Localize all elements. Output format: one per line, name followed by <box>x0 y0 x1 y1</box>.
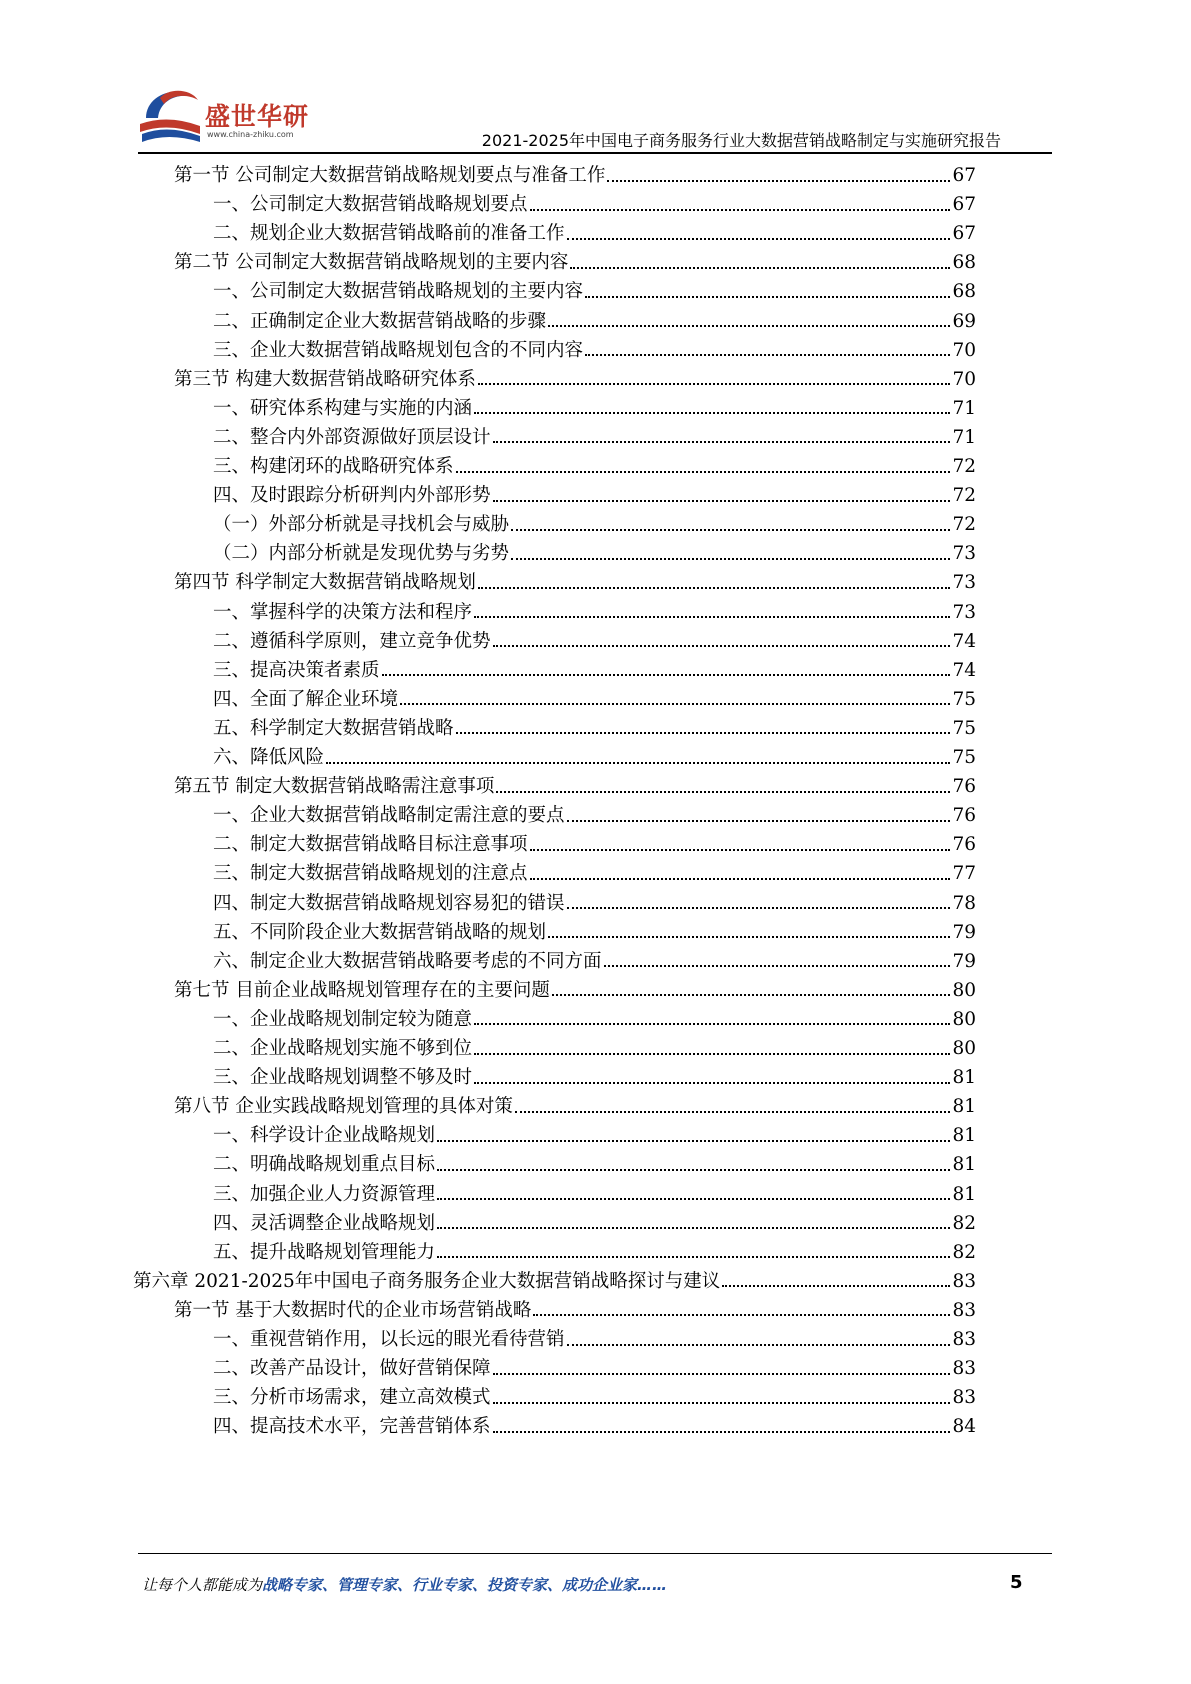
toc-dot-leader <box>437 1198 950 1200</box>
toc-entry-title: 三、企业战略规划调整不够及时 <box>213 1067 473 1089</box>
toc-entry[interactable] <box>213 684 976 715</box>
toc-entry-title: 四、灵活调整企业战略规划 <box>213 1212 436 1234</box>
toc-entry[interactable] <box>213 1382 976 1413</box>
toc-dot-leader <box>478 587 951 589</box>
toc-entry[interactable] <box>213 1411 976 1442</box>
toc-entry-title: 第五节 制定大数据营销战略需注意事项 <box>174 776 495 798</box>
toc-entry-title: 第八节 企业实践战略规划管理的具体对策 <box>174 1096 513 1118</box>
toc-dot-leader <box>474 616 950 618</box>
toc-entry-page: 80 <box>952 979 976 1001</box>
toc-entry-page: 81 <box>952 1154 976 1176</box>
toc-entry-page: 76 <box>952 805 976 827</box>
footer-slogan <box>142 1574 667 1595</box>
toc-dot-leader <box>585 354 950 356</box>
toc-entry[interactable] <box>174 364 976 395</box>
toc-entry-title: （一）外部分析就是寻找机会与威胁 <box>213 514 510 536</box>
toc-dot-leader <box>493 1373 951 1375</box>
toc-entry-page: 68 <box>952 252 976 274</box>
toc-entry-page: 79 <box>952 950 976 972</box>
toc-entry[interactable] <box>174 1091 976 1122</box>
toc-entry-title: 三、分析市场需求，建立高效模式 <box>213 1387 491 1409</box>
toc-entry-page: 71 <box>952 426 976 448</box>
toc-entry-page: 71 <box>952 397 976 419</box>
toc-dot-leader <box>456 471 951 473</box>
toc-dot-leader <box>496 791 950 793</box>
toc-entry[interactable] <box>213 451 976 482</box>
toc-dot-leader <box>493 500 951 502</box>
toc-dot-leader <box>456 732 951 734</box>
toc-entry-page: 81 <box>952 1125 976 1147</box>
toc-entry[interactable] <box>133 1266 976 1297</box>
toc-dot-leader <box>382 674 951 676</box>
toc-entry[interactable] <box>213 1179 976 1210</box>
toc-dot-leader <box>478 383 951 385</box>
toc-entry[interactable] <box>213 189 976 220</box>
toc-entry-page: 75 <box>952 717 976 739</box>
toc-dot-leader <box>548 325 950 327</box>
toc-dot-leader <box>493 645 951 647</box>
toc-entry[interactable] <box>213 509 976 540</box>
toc-entry-page: 81 <box>952 1096 976 1118</box>
toc-entry-page: 70 <box>952 368 976 390</box>
toc-entry-page: 82 <box>952 1241 976 1263</box>
toc-entry[interactable] <box>213 888 976 919</box>
toc-entry-page: 81 <box>952 1183 976 1205</box>
toc-dot-leader <box>548 936 950 938</box>
toc-entry-page: 80 <box>952 1008 976 1030</box>
toc-entry-title: 五、科学制定大数据营销战略 <box>213 717 454 739</box>
toc-dot-leader <box>533 1314 950 1316</box>
toc-entry-title: 第四节 科学制定大数据营销战略规划 <box>174 572 476 594</box>
toc-entry[interactable] <box>213 713 976 744</box>
toc-entry[interactable] <box>174 771 976 802</box>
toc-entry[interactable] <box>213 800 976 831</box>
toc-dot-leader <box>567 1344 951 1346</box>
toc-entry-page: 73 <box>952 601 976 623</box>
page-number: 5 <box>1010 1572 1023 1593</box>
toc-entry-title: 第二节 公司制定大数据营销战略规划的主要内容 <box>174 252 569 274</box>
toc-entry[interactable] <box>213 335 976 366</box>
toc-entry-title: 三、提高决策者素质 <box>213 659 380 681</box>
toc-entry[interactable] <box>213 655 976 686</box>
toc-dot-leader <box>530 878 951 880</box>
toc-dot-leader <box>607 180 950 182</box>
toc-entry-page: 73 <box>952 543 976 565</box>
toc-entry[interactable] <box>174 1295 976 1326</box>
toc-entry[interactable] <box>213 1062 976 1093</box>
toc-dot-leader <box>474 412 950 414</box>
toc-entry[interactable] <box>213 1208 976 1239</box>
toc-entry-title: 一、公司制定大数据营销战略规划的主要内容 <box>213 281 584 303</box>
toc-entry[interactable] <box>213 1353 976 1384</box>
toc-dot-leader <box>530 849 951 851</box>
toc-dot-leader <box>567 820 951 822</box>
toc-entry-page: 72 <box>952 514 976 536</box>
toc-dot-leader <box>552 994 951 996</box>
toc-entry-page: 84 <box>952 1416 976 1438</box>
slogan-prefix: 让每个人都能成为 <box>142 1576 263 1594</box>
toc-dot-leader <box>570 267 950 269</box>
toc-dot-leader <box>567 238 951 240</box>
toc-dot-leader <box>722 1285 950 1287</box>
report-title: 2021-2025年中国电子商务服务行业大数据营销战略制定与实施研究报告 <box>481 131 1001 150</box>
toc-entry-page: 78 <box>952 892 976 914</box>
toc-entry[interactable] <box>213 1120 976 1151</box>
toc-dot-leader <box>437 1140 950 1142</box>
toc-entry-page: 77 <box>952 863 976 885</box>
footer-divider <box>138 1553 1052 1554</box>
toc-entry-title: 一、企业大数据营销战略制定需注意的要点 <box>213 805 565 827</box>
toc-dot-leader <box>474 1023 950 1025</box>
toc-entry-page: 83 <box>952 1329 976 1350</box>
toc-entry[interactable] <box>213 393 976 424</box>
toc-entry-title: 二、整合内外部资源做好顶层设计 <box>213 426 491 448</box>
toc-entry-title: 第六章 2021-2025年中国电子商务服务企业大数据营销战略探讨与建议 <box>133 1270 721 1292</box>
slogan-highlight: 战略专家、管理专家、行业专家、投资专家、成功企业家…… <box>262 1576 668 1594</box>
toc-entry[interactable] <box>213 829 976 860</box>
toc-entry-title: 三、构建闭环的战略研究体系 <box>213 456 454 477</box>
toc-entry-page: 69 <box>952 310 976 332</box>
toc-dot-leader <box>474 1082 950 1084</box>
toc-dot-leader <box>493 1431 951 1433</box>
toc-entry[interactable] <box>213 1004 976 1035</box>
toc-entry[interactable] <box>174 975 976 1006</box>
toc-entry-title: 二、正确制定企业大数据营销战略的步骤 <box>213 310 547 332</box>
toc-entry-page: 75 <box>952 747 976 768</box>
toc-entry-page: 74 <box>952 659 976 681</box>
toc-entry-title: 四、制定大数据营销战略规划容易犯的错误 <box>213 892 565 914</box>
toc-entry-title: 六、制定企业大数据营销战略要考虑的不同方面 <box>213 950 602 972</box>
toc-entry-title: 第一节 基于大数据时代的企业市场营销战略 <box>174 1299 532 1321</box>
toc-entry-title: 二、企业战略规划实施不够到位 <box>213 1038 473 1059</box>
toc-entry-title: 三、制定大数据营销战略规划的注意点 <box>213 863 528 885</box>
toc-entry-title: 四、提高技术水平，完善营销体系 <box>213 1416 491 1438</box>
toc-entry[interactable] <box>213 422 976 453</box>
toc-dot-leader <box>400 703 950 705</box>
toc-dot-leader <box>511 529 950 531</box>
toc-entry[interactable] <box>213 858 976 889</box>
toc-entry-page: 83 <box>952 1358 976 1380</box>
toc-entry[interactable] <box>213 946 976 977</box>
toc-dot-leader <box>437 1256 950 1258</box>
toc-entry-title: 六、降低风险 <box>213 747 325 768</box>
toc-entry[interactable] <box>213 218 976 249</box>
toc-dot-leader <box>511 558 950 560</box>
toc-entry-title: 一、研究体系构建与实施的内涵 <box>213 397 473 419</box>
toc-dot-leader <box>604 965 951 967</box>
toc-entry-page: 73 <box>952 572 976 594</box>
toc-entry-page: 83 <box>952 1387 976 1409</box>
toc-entry-title: 第三节 构建大数据营销战略研究体系 <box>174 368 476 390</box>
toc-entry-title: 四、及时跟踪分析研判内外部形势 <box>213 485 491 507</box>
toc-entry-title: 第一节 公司制定大数据营销战略规划要点与准备工作 <box>174 165 606 186</box>
toc-entry-page: 68 <box>952 281 976 303</box>
toc-dot-leader <box>326 762 950 764</box>
toc-entry-title: 三、企业大数据营销战略规划包含的不同内容 <box>213 339 584 361</box>
toc-entry-page: 67 <box>952 194 976 216</box>
toc-dot-leader <box>474 1053 950 1055</box>
toc-entry[interactable] <box>213 306 976 337</box>
toc-entry-page: 80 <box>952 1038 976 1059</box>
toc-dot-leader <box>437 1227 950 1229</box>
toc-entry-page: 67 <box>952 223 976 245</box>
toc-entry-title: 第七节 目前企业战略规划管理存在的主要问题 <box>174 979 550 1001</box>
toc-dot-leader <box>493 441 951 443</box>
toc-entry-title: 二、改善产品设计，做好营销保障 <box>213 1358 491 1380</box>
toc-dot-leader <box>437 1169 950 1171</box>
toc-entry-title: 五、提升战略规划管理能力 <box>213 1241 436 1263</box>
toc-entry-page: 74 <box>952 630 976 652</box>
toc-entry-page: 79 <box>952 921 976 943</box>
toc-entry[interactable] <box>213 1324 976 1355</box>
toc-entry-page: 81 <box>952 1067 976 1089</box>
toc-entry-title: 二、规划企业大数据营销战略前的准备工作 <box>213 223 565 245</box>
toc-entry-title: 一、公司制定大数据营销战略规划要点 <box>213 194 528 216</box>
toc-entry[interactable] <box>213 480 976 511</box>
brand-url: www.china-zhiku.com <box>207 130 294 139</box>
toc-entry[interactable] <box>213 1237 976 1268</box>
toc-entry-title: 一、重视营销作用，以长远的眼光看待营销 <box>213 1329 565 1350</box>
toc-entry[interactable] <box>174 247 976 278</box>
toc-entry-title: 四、全面了解企业环境 <box>213 688 399 710</box>
toc-entry-title: 一、掌握科学的决策方法和程序 <box>213 601 473 623</box>
toc-entry[interactable] <box>213 538 976 569</box>
header-divider <box>138 152 1052 154</box>
toc-entry-page: 76 <box>952 776 976 798</box>
toc-dot-leader <box>585 296 950 298</box>
toc-entry[interactable] <box>213 597 976 628</box>
toc-entry-page: 83 <box>952 1270 976 1292</box>
toc-entry[interactable] <box>174 160 976 191</box>
toc-dot-leader <box>567 907 951 909</box>
toc-entry[interactable] <box>174 567 976 598</box>
toc-entry-title: 一、科学设计企业战略规划 <box>213 1125 436 1147</box>
toc-entry-title: 三、加强企业人力资源管理 <box>213 1183 436 1205</box>
toc-entry-page: 82 <box>952 1212 976 1234</box>
toc-entry-title: 二、明确战略规划重点目标 <box>213 1154 436 1176</box>
toc-entry-page: 83 <box>952 1299 976 1321</box>
toc-dot-leader <box>515 1111 951 1113</box>
toc-entry-page: 67 <box>952 165 976 186</box>
toc-entry-title: 二、制定大数据营销战略目标注意事项 <box>213 834 528 856</box>
toc-dot-leader <box>530 209 951 211</box>
toc-entry-page: 75 <box>952 688 976 710</box>
toc-entry[interactable] <box>213 917 976 948</box>
toc-entry[interactable] <box>213 1033 976 1064</box>
toc-entry-title: （二）内部分析就是发现优势与劣势 <box>213 543 510 565</box>
toc-entry[interactable] <box>213 626 976 657</box>
toc-entry-title: 一、企业战略规划制定较为随意 <box>213 1008 473 1030</box>
toc-entry-title: 五、不同阶段企业大数据营销战略的规划 <box>213 921 547 943</box>
brand-name: 盛世华研 <box>205 102 310 131</box>
toc-entry[interactable] <box>213 1149 976 1180</box>
toc-entry-page: 72 <box>952 456 976 477</box>
toc-entry[interactable] <box>213 742 976 773</box>
toc-entry-page: 76 <box>952 834 976 856</box>
toc-dot-leader <box>493 1402 951 1404</box>
toc-entry[interactable] <box>213 276 976 307</box>
toc-entry-page: 72 <box>952 485 976 507</box>
toc-entry-title: 二、遵循科学原则，建立竞争优势 <box>213 630 491 652</box>
toc-entry-page: 70 <box>952 339 976 361</box>
